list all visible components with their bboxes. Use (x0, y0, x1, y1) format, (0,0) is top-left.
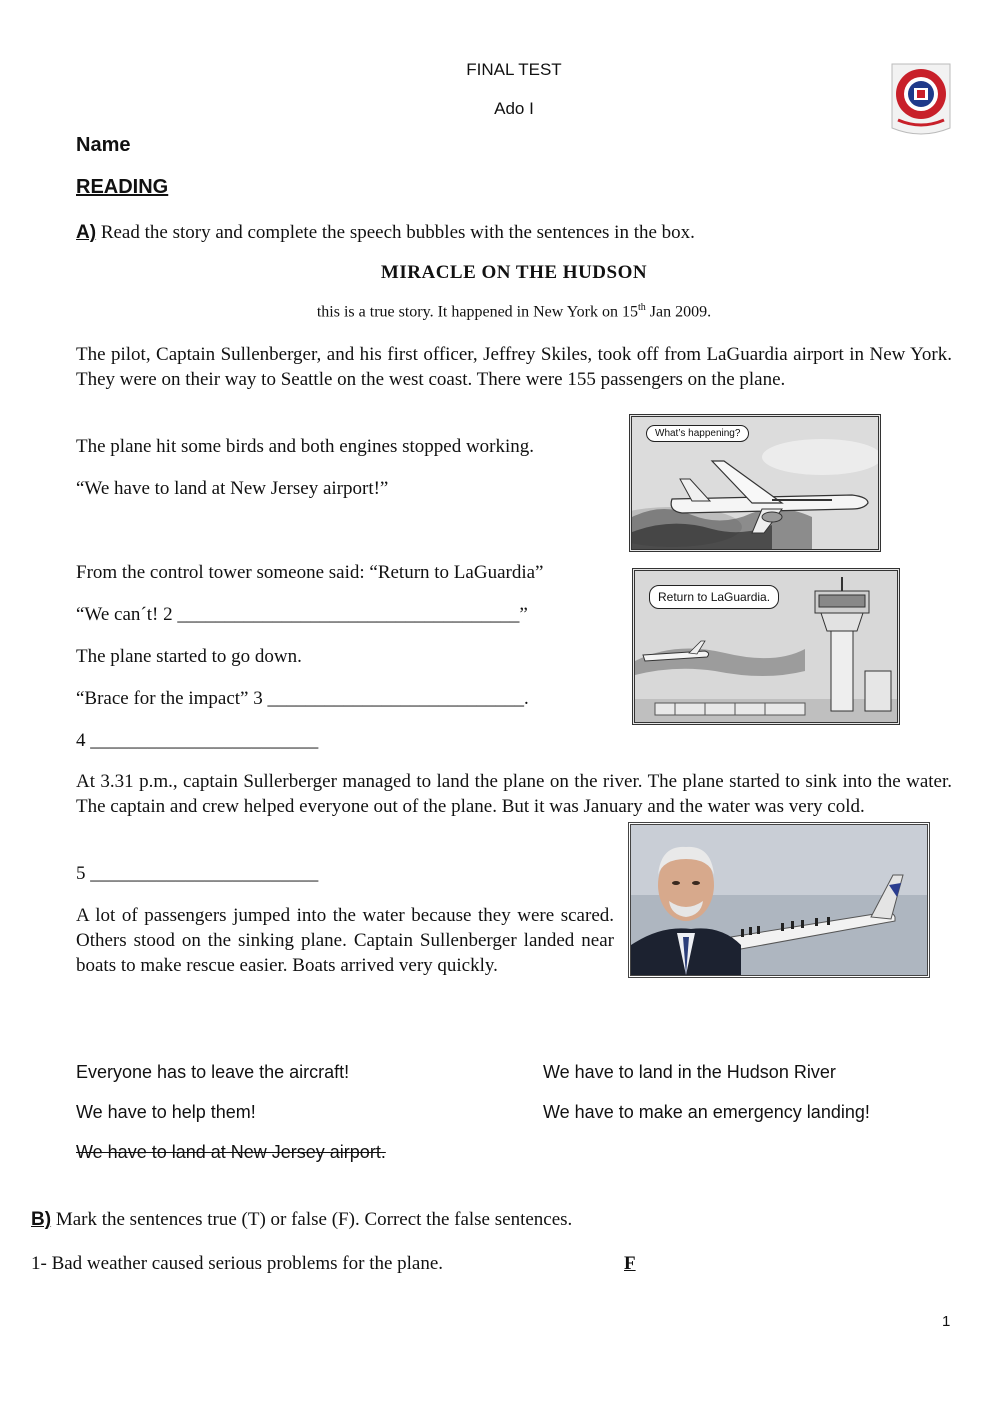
test-title: FINAL TEST (466, 60, 562, 79)
story-intro: this is a true story. It happened in New York on 15th Jan 2009. (316, 302, 712, 321)
test-subtitle: Ado I (494, 99, 534, 118)
part-b-label: B) (31, 1209, 52, 1230)
story-paragraph-3: “We have to land at New Jersey airport!” (76, 478, 389, 499)
story-paragraph-2: The plane hit some birds and both engines stopped working. (76, 436, 535, 457)
sentence-option-1: Everyone has to leave the aircraft! (76, 1062, 350, 1082)
blank-5-line: 5 ________________________ (76, 863, 319, 884)
sentence-option-2: We have to land in the Hudson River (543, 1062, 836, 1082)
blank-4-line: 4 ________________________ (76, 730, 319, 751)
true-false-answer-1: F (624, 1253, 636, 1274)
blank-2-line: “We can´t! 2 ____________________________________” (76, 604, 528, 625)
page-number: 1 (942, 1313, 951, 1330)
comic-panel-plane-birds (629, 414, 881, 552)
story-title: MIRACLE ON THE HUDSON (380, 262, 648, 283)
story-paragraph-6: The plane started to go down. (76, 646, 302, 667)
story-paragraph-11: A lot of passengers jumped into the water because they were scared. Others stood on the sinking plane. Captain Sullenberger landed near boats to make rescue easier. Boats arrived very quickly. (76, 905, 614, 976)
story-paragraph-1: The pilot, Captain Sullenberger, and his first officer, Jeffrey Skiles, took off from LaGuardia airport in New York. They were on their way to Seattle on the west coast. There were 155 passengers on the plane. (76, 344, 952, 390)
name-label: Name (76, 134, 131, 156)
panel2-speech-bubble: Return to LaGuardia. (649, 585, 779, 609)
sentence-option-4: We have to make an emergency landing! (543, 1102, 870, 1122)
panel1-speech-bubble: What’s happening? (646, 425, 749, 442)
part-b-instruction: B) Mark the sentences true (T) or false (F). Correct the false sentences. (31, 1209, 573, 1230)
sentence-option-3: We have to help them! (76, 1102, 256, 1122)
part-a-instruction: A) Read the story and complete the speech bubbles with the sentences in the box. (76, 222, 695, 243)
true-false-item-1: 1- Bad weather caused serious problems for the plane. (31, 1253, 444, 1274)
part-a-label: A) (76, 222, 97, 243)
story-paragraph-4: From the control tower someone said: “Return to LaGuardia” (76, 562, 544, 583)
captain-river-photo (628, 822, 930, 978)
school-crest-logo (888, 58, 954, 138)
reading-heading: READING (76, 176, 169, 198)
story-paragraph-9: At 3.31 p.m., captain Sullerberger managed to land the plane on the river. The plane started to sink into the water. The captain and crew helped everyone out of the plane. But it was January and the water was very cold. (76, 771, 952, 817)
comic-panel-control-tower (632, 568, 900, 725)
blank-3-line: “Brace for the impact” 3 ___________________________. (76, 688, 529, 709)
sentence-option-used: We have to land at New Jersey airport. (76, 1142, 386, 1162)
